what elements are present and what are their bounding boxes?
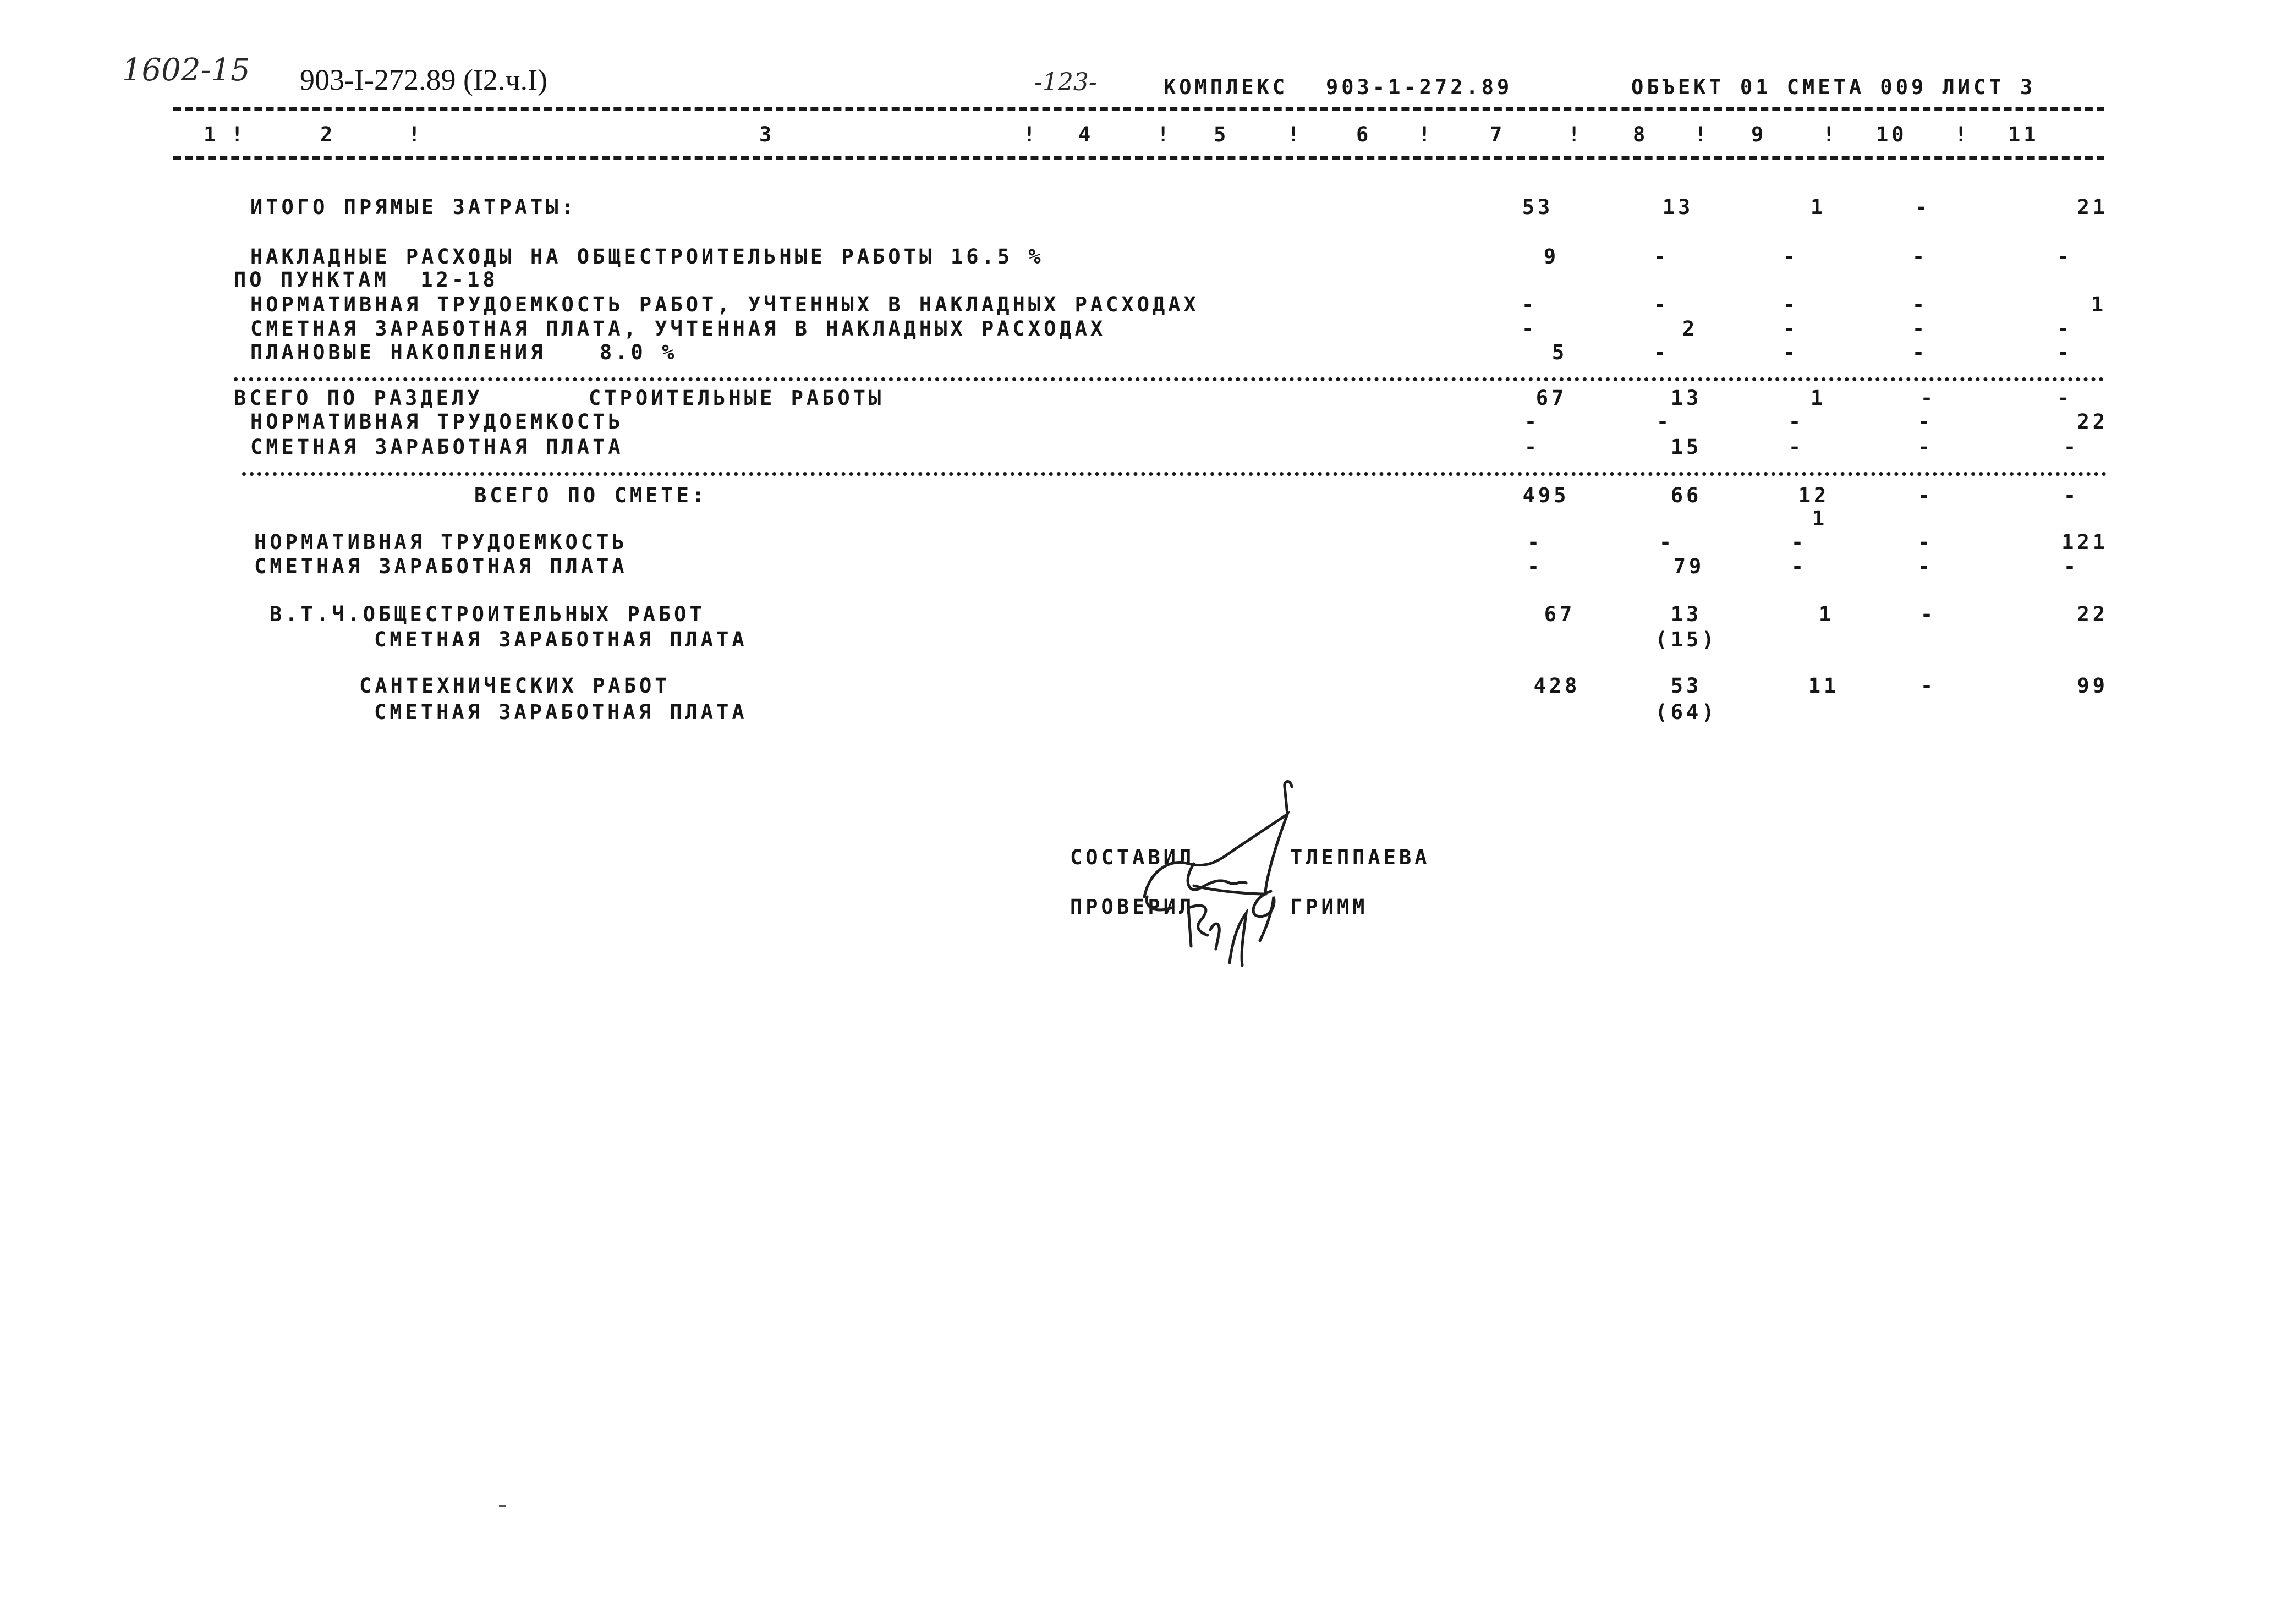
cell-col9: - — [1788, 435, 1805, 459]
cell-col8: 13 — [1662, 195, 1694, 219]
column-separator: ! — [1568, 123, 1584, 146]
complex-code: 903-1-272.89 — [1326, 75, 1513, 99]
row-percent: 16.5 % — [951, 245, 1044, 268]
complex-label: КОМПЛЕКС — [1164, 75, 1288, 99]
checked-by-name: ГРИММ — [1290, 895, 1368, 919]
column-number-7: 7 — [1490, 123, 1506, 146]
cell-col11: 22 — [2077, 602, 2108, 626]
section-name: СТРОИТЕЛЬНЫЕ РАБОТЫ — [589, 386, 885, 410]
cell-col9: 1 — [1810, 386, 1827, 410]
row-label: НАКЛАДНЫЕ РАСХОДЫ НА ОБЩЕСТРОИТЕЛЬНЫЕ РАБОТЫ — [250, 245, 935, 268]
column-number-11: 11 — [2008, 123, 2039, 146]
cell-col11: 21 — [2077, 195, 2108, 219]
cell-col9: - — [1791, 555, 1807, 578]
row-label: ВСЕГО ПО РАЗДЕЛУ — [234, 386, 483, 410]
cell-col10: - — [1917, 555, 1934, 578]
column-separator: ! — [1694, 123, 1710, 146]
total-divider-dotted — [242, 472, 2107, 476]
cell-col9: 11 — [1808, 674, 1840, 698]
cell-col10: - — [1915, 195, 1931, 219]
row-label: СМЕТНАЯ ЗАРАБОТНАЯ ПЛАТА — [374, 700, 748, 724]
column-separator: ! — [1287, 123, 1303, 146]
page-number: -123- — [1034, 68, 1097, 96]
cell-col10: - — [1920, 674, 1937, 698]
cell-col11: 99 — [2077, 674, 2108, 698]
cell-col9: 1 — [1818, 602, 1835, 626]
cell-col8: 13 — [1670, 386, 1702, 410]
cell-col9: - — [1783, 245, 1799, 268]
row-po-punktam: ПО ПУНКТАМ 12-18 — [234, 268, 498, 292]
row-label: СМЕТНАЯ ЗАРАБОТНАЯ ПЛАТА — [254, 555, 628, 578]
cell-col7: 428 — [1533, 674, 1581, 698]
column-separator: ! — [1823, 123, 1839, 146]
cell-col10: - — [1917, 484, 1934, 507]
column-number-8: 8 — [1633, 123, 1649, 146]
cell-col10: - — [1920, 602, 1937, 626]
cell-col8: 15 — [1670, 435, 1702, 459]
cell-col7: - — [1521, 317, 1538, 341]
cell-col10: - — [1912, 293, 1928, 316]
row-label: СМЕТНАЯ ЗАРАБОТНАЯ ПЛАТА, УЧТЕННАЯ В НАКЛАДНЫХ РАСХОДАХ — [250, 317, 1106, 341]
cell-col10: - — [1920, 386, 1937, 410]
cell-col11: - — [2056, 386, 2073, 410]
cell-col10: - — [1917, 410, 1934, 434]
row-label: ПЛАНОВЫЕ НАКОПЛЕНИЯ — [250, 341, 546, 364]
section-divider-dotted — [234, 377, 2104, 381]
cell-col7: 53 — [1522, 195, 1554, 219]
cell-col11: - — [2056, 245, 2073, 268]
row-label: САНТЕХНИЧЕСКИХ РАБОТ — [359, 674, 671, 698]
cell-col9: 12 — [1798, 484, 1830, 507]
cell-col11: - — [2063, 484, 2080, 507]
column-number-5: 5 — [1214, 123, 1230, 146]
column-number-6: 6 — [1356, 123, 1372, 146]
cell-col7: - — [1524, 410, 1540, 434]
cell-col10: - — [1912, 341, 1928, 364]
column-number-1: 1 — [204, 123, 220, 146]
column-separator: ! — [1418, 123, 1434, 146]
column-separator: ! — [231, 123, 247, 146]
cell-col8: - — [1653, 293, 1670, 316]
cell-col11: 1 — [2091, 293, 2107, 316]
row-label: СМЕТНАЯ ЗАРАБОТНАЯ ПЛАТА — [250, 435, 624, 459]
cell-col7: - — [1521, 293, 1538, 316]
cell-col11: - — [2056, 317, 2073, 341]
cell-col9: - — [1788, 410, 1805, 434]
cell-col7: 495 — [1522, 484, 1570, 507]
compiled-by-name: ТЛЕППАЕВА — [1290, 846, 1430, 869]
header-divider-top — [173, 107, 2104, 111]
column-number-10: 10 — [1876, 123, 1907, 146]
cell-col10: - — [1912, 317, 1928, 341]
column-number-3: 3 — [759, 123, 775, 146]
cell-col7: 9 — [1543, 245, 1560, 268]
cell-col9: - — [1791, 530, 1807, 554]
cell-col10: - — [1912, 245, 1928, 268]
cell-col11: - — [2063, 435, 2080, 459]
cell-col8: (64) — [1655, 700, 1718, 724]
row-label: НОРМАТИВНАЯ ТРУДОЕМКОСТЬ — [254, 530, 628, 554]
handwritten-reference: 1602-15 — [122, 52, 250, 88]
header-divider-bottom — [173, 156, 2104, 160]
cell-col7: - — [1527, 555, 1543, 578]
checker-signature — [1177, 875, 1298, 985]
row-label: НОРМАТИВНАЯ ТРУДОЕМКОСТЬ — [250, 410, 624, 434]
cell-col7: 5 — [1551, 341, 1568, 364]
cell-col11: 22 — [2077, 410, 2108, 434]
cell-col10: - — [1917, 435, 1934, 459]
row-label: ИТОГО ПРЯМЫЕ ЗАТРАТЫ: — [250, 195, 577, 219]
cell-col8: - — [1659, 530, 1675, 554]
cell-col8: - — [1656, 410, 1672, 434]
cell-col9: - — [1783, 317, 1799, 341]
object-info: ОБЪЕКТ 01 СМЕТА 009 ЛИСТ 3 — [1631, 75, 2036, 99]
row-label: В.Т.Ч.ОБЩЕСТРОИТЕЛЬНЫХ РАБОТ — [270, 602, 705, 626]
cell-col11: - — [2056, 341, 2073, 364]
stray-mark — [499, 1505, 506, 1507]
cell-col8: 13 — [1670, 602, 1702, 626]
cell-col8: (15) — [1655, 628, 1718, 651]
column-separator: ! — [1023, 123, 1039, 146]
cell-col9: - — [1783, 293, 1799, 316]
checked-by-label: ПРОВЕРИЛ — [1070, 895, 1195, 919]
column-number-4: 4 — [1078, 123, 1094, 146]
cell-col8: 2 — [1682, 317, 1698, 341]
cell-col7: 67 — [1544, 602, 1576, 626]
document-code: 903-I-272.89 (I2.ч.I) — [300, 63, 548, 96]
column-separator: ! — [408, 123, 424, 146]
row-label: СМЕТНАЯ ЗАРАБОТНАЯ ПЛАТА — [374, 628, 748, 651]
cell-col9: 1 — [1810, 195, 1827, 219]
column-number-2: 2 — [320, 123, 336, 146]
cell-col8: - — [1653, 341, 1670, 364]
cell-col8: 79 — [1673, 555, 1705, 578]
cell-col8: 66 — [1670, 484, 1702, 507]
row-percent: 8.0 % — [600, 341, 678, 364]
compiled-by-label: СОСТАВИЛ — [1070, 846, 1195, 869]
cell-col7: 67 — [1535, 386, 1567, 410]
cell-col11: 121 — [2061, 530, 2108, 554]
column-separator: ! — [1955, 123, 1971, 146]
cell-col9-sub: 1 — [1812, 507, 1828, 530]
cell-col8: 53 — [1670, 674, 1702, 698]
column-separator: ! — [1157, 123, 1173, 146]
cell-col7: - — [1527, 530, 1543, 554]
cell-col8: - — [1653, 245, 1670, 268]
cell-col7: - — [1524, 435, 1540, 459]
cell-col10: - — [1917, 530, 1934, 554]
row-label: НОРМАТИВНАЯ ТРУДОЕМКОСТЬ РАБОТ, УЧТЕННЫХ В НАКЛАДНЫХ РАСХОДАХ — [250, 293, 1199, 316]
cell-col9: - — [1783, 341, 1799, 364]
column-number-9: 9 — [1751, 123, 1767, 146]
cell-col11: - — [2063, 555, 2080, 578]
row-label: ВСЕГО ПО СМЕТЕ: — [474, 484, 708, 507]
